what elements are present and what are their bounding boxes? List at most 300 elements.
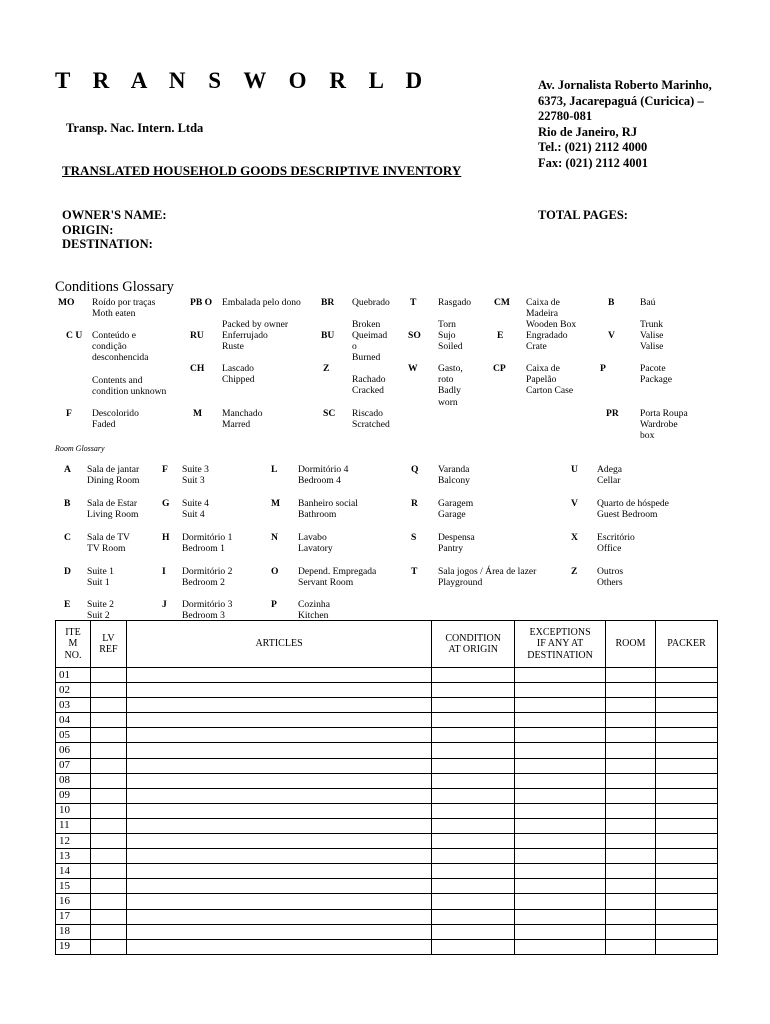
table-cell[interactable] bbox=[90, 743, 126, 758]
room-description bbox=[87, 566, 114, 588]
condition-code: E bbox=[497, 330, 504, 341]
table-cell[interactable] bbox=[606, 849, 656, 864]
table-cell[interactable] bbox=[90, 728, 126, 743]
room-description bbox=[438, 498, 473, 520]
room-line: Outros bbox=[597, 566, 624, 577]
table-cell[interactable] bbox=[126, 864, 431, 879]
table-cell[interactable] bbox=[515, 894, 606, 909]
condition-line: Riscado bbox=[352, 408, 383, 419]
table-cell[interactable] bbox=[90, 683, 126, 698]
item-number: 09 bbox=[56, 788, 91, 803]
room-line: Cozinha bbox=[298, 599, 330, 610]
condition-line: Wooden Box bbox=[526, 319, 577, 331]
table-cell[interactable] bbox=[515, 698, 606, 713]
column-header: ROOM bbox=[606, 621, 656, 668]
condition-line: Moth eaten bbox=[92, 308, 136, 320]
table-cell[interactable] bbox=[606, 728, 656, 743]
item-number: 07 bbox=[56, 758, 91, 773]
room-description bbox=[87, 464, 140, 486]
table-cell[interactable] bbox=[606, 909, 656, 924]
table-cell[interactable] bbox=[90, 818, 126, 833]
table-cell[interactable] bbox=[656, 864, 718, 879]
room-description bbox=[87, 599, 114, 621]
room-line: Dormitório 2 bbox=[182, 566, 233, 577]
table-cell[interactable] bbox=[432, 834, 515, 849]
table-row bbox=[56, 849, 718, 864]
table-cell[interactable] bbox=[515, 939, 606, 954]
condition-description bbox=[92, 408, 139, 430]
address-line: Rio de Janeiro, RJ bbox=[538, 124, 638, 139]
table-row bbox=[56, 939, 718, 954]
room-description bbox=[182, 566, 232, 588]
table-cell[interactable] bbox=[515, 728, 606, 743]
table-cell[interactable] bbox=[126, 668, 431, 683]
table-cell[interactable] bbox=[126, 849, 431, 864]
item-number: 15 bbox=[56, 879, 91, 894]
table-cell[interactable] bbox=[606, 834, 656, 849]
table-cell[interactable] bbox=[515, 683, 606, 698]
room-line: Adega bbox=[597, 464, 623, 475]
item-number: 19 bbox=[56, 939, 91, 954]
room-line: Bedroom 2 bbox=[182, 577, 225, 589]
condition-line: Package bbox=[640, 374, 672, 386]
condition-description bbox=[438, 330, 463, 352]
condition-description bbox=[222, 330, 268, 352]
room-line: Varanda bbox=[438, 464, 470, 475]
room-line: Kitchen bbox=[298, 610, 329, 622]
room-code: O bbox=[271, 566, 279, 577]
item-number: 14 bbox=[56, 864, 91, 879]
condition-line: Enferrujado bbox=[222, 330, 268, 341]
table-cell[interactable] bbox=[656, 683, 718, 698]
condition-line: Porta Roupa bbox=[640, 408, 688, 419]
condition-line: Baú bbox=[640, 297, 656, 308]
table-cell[interactable] bbox=[606, 818, 656, 833]
room-line: Suit 3 bbox=[182, 475, 205, 487]
table-cell[interactable] bbox=[515, 803, 606, 818]
room-code: J bbox=[162, 599, 167, 610]
table-cell[interactable] bbox=[515, 879, 606, 894]
table-cell[interactable] bbox=[126, 773, 431, 788]
condition-line: Trunk bbox=[640, 319, 664, 331]
room-description bbox=[182, 599, 232, 621]
condition-description bbox=[640, 363, 672, 385]
table-cell[interactable] bbox=[656, 728, 718, 743]
table-cell[interactable] bbox=[432, 743, 515, 758]
condition-code: PB O bbox=[190, 297, 213, 308]
table-row bbox=[56, 924, 718, 939]
condition-code: T bbox=[410, 297, 417, 308]
room-line: Bedroom 1 bbox=[182, 543, 225, 555]
condition-line: Caixa de bbox=[526, 297, 560, 308]
company-address bbox=[538, 78, 738, 171]
room-description bbox=[298, 566, 376, 588]
condition-description bbox=[352, 330, 387, 364]
condition-code: MO bbox=[58, 297, 75, 308]
origin-label: ORIGIN: bbox=[62, 222, 114, 237]
table-cell[interactable] bbox=[656, 818, 718, 833]
item-number: 02 bbox=[56, 683, 91, 698]
room-code: B bbox=[64, 498, 71, 509]
table-row bbox=[56, 683, 718, 698]
condition-description bbox=[640, 330, 663, 352]
table-cell[interactable] bbox=[656, 713, 718, 728]
condition-description bbox=[222, 408, 263, 430]
room-description bbox=[298, 498, 358, 520]
table-cell[interactable] bbox=[656, 743, 718, 758]
table-cell[interactable] bbox=[606, 668, 656, 683]
table-cell[interactable] bbox=[90, 879, 126, 894]
room-description bbox=[182, 498, 209, 520]
condition-line: Papelão bbox=[526, 374, 557, 386]
company-subtitle: Transp. Nac. Intern. Ltda bbox=[66, 121, 204, 135]
condition-line: box bbox=[640, 430, 655, 442]
table-cell[interactable] bbox=[432, 668, 515, 683]
item-number: 12 bbox=[56, 834, 91, 849]
table-cell[interactable] bbox=[515, 773, 606, 788]
table-row bbox=[56, 834, 718, 849]
room-code: G bbox=[162, 498, 170, 509]
table-cell[interactable] bbox=[126, 698, 431, 713]
table-cell[interactable] bbox=[606, 864, 656, 879]
table-cell[interactable] bbox=[515, 909, 606, 924]
condition-line bbox=[640, 308, 663, 319]
table-cell[interactable] bbox=[432, 698, 515, 713]
table-cell[interactable] bbox=[432, 864, 515, 879]
condition-description bbox=[640, 297, 663, 331]
table-cell[interactable] bbox=[432, 728, 515, 743]
item-number: 16 bbox=[56, 894, 91, 909]
table-cell[interactable] bbox=[432, 683, 515, 698]
table-cell[interactable] bbox=[656, 698, 718, 713]
room-line: Lavabo bbox=[298, 532, 327, 543]
table-cell[interactable] bbox=[606, 758, 656, 773]
table-cell[interactable] bbox=[90, 803, 126, 818]
room-line: Suite 1 bbox=[87, 566, 114, 577]
table-cell[interactable] bbox=[515, 924, 606, 939]
room-line: Bathroom bbox=[298, 509, 337, 521]
condition-description bbox=[352, 297, 390, 331]
table-cell[interactable] bbox=[515, 758, 606, 773]
table-cell[interactable] bbox=[126, 803, 431, 818]
condition-line: condição bbox=[92, 341, 127, 353]
table-cell[interactable] bbox=[432, 773, 515, 788]
room-description bbox=[438, 532, 475, 554]
item-number: 13 bbox=[56, 849, 91, 864]
room-description bbox=[438, 566, 536, 588]
table-cell[interactable] bbox=[515, 864, 606, 879]
table-cell[interactable] bbox=[90, 834, 126, 849]
table-cell[interactable] bbox=[656, 909, 718, 924]
condition-line: o bbox=[352, 341, 357, 353]
condition-code: V bbox=[608, 330, 615, 341]
condition-description bbox=[526, 297, 576, 331]
table-row bbox=[56, 668, 718, 683]
room-line: Suite 2 bbox=[87, 599, 114, 610]
room-code: Z bbox=[571, 566, 578, 577]
table-cell[interactable] bbox=[90, 668, 126, 683]
condition-line: Carton Case bbox=[526, 385, 574, 397]
table-header-row bbox=[56, 621, 718, 668]
table-cell[interactable] bbox=[90, 773, 126, 788]
table-cell[interactable] bbox=[606, 698, 656, 713]
room-line: Garagem bbox=[438, 498, 474, 509]
condition-line: desconhencida bbox=[92, 352, 149, 364]
condition-code: M bbox=[193, 408, 203, 419]
condition-code: CP bbox=[493, 363, 506, 374]
room-description bbox=[597, 498, 669, 520]
table-row bbox=[56, 864, 718, 879]
table-row bbox=[56, 879, 718, 894]
table-cell[interactable] bbox=[126, 758, 431, 773]
condition-description bbox=[92, 330, 166, 397]
condition-line: Wardrobe bbox=[640, 419, 678, 431]
room-code: X bbox=[571, 532, 578, 543]
room-line: Suit 1 bbox=[87, 577, 110, 589]
room-line: Banheiro social bbox=[298, 498, 358, 509]
condition-line: Madeira bbox=[526, 308, 558, 320]
table-cell[interactable] bbox=[606, 683, 656, 698]
room-line: Pantry bbox=[438, 543, 464, 555]
table-cell[interactable] bbox=[126, 788, 431, 803]
room-code: P bbox=[271, 599, 277, 610]
column-header: ARTICLES bbox=[126, 621, 431, 668]
room-description bbox=[597, 464, 622, 486]
condition-code: C U bbox=[66, 330, 83, 341]
condition-line: Torn bbox=[438, 319, 456, 331]
room-line: Escritório bbox=[597, 532, 635, 543]
conditions-glossary-title: Conditions Glossary bbox=[55, 279, 174, 295]
room-line: Suit 2 bbox=[87, 610, 110, 622]
table-cell[interactable] bbox=[432, 849, 515, 864]
table-cell[interactable] bbox=[656, 668, 718, 683]
room-description bbox=[298, 532, 333, 554]
table-cell[interactable] bbox=[656, 758, 718, 773]
room-line: Sala de jantar bbox=[87, 464, 140, 475]
table-cell[interactable] bbox=[126, 818, 431, 833]
condition-line: Roído por traças bbox=[92, 297, 156, 308]
condition-line: Queimad bbox=[352, 330, 388, 341]
room-code: L bbox=[271, 464, 278, 475]
condition-line: Soiled bbox=[438, 341, 463, 353]
table-cell[interactable] bbox=[126, 894, 431, 909]
table-cell[interactable] bbox=[90, 698, 126, 713]
room-code: F bbox=[162, 464, 168, 475]
table-row bbox=[56, 758, 718, 773]
room-line: Balcony bbox=[438, 475, 470, 487]
table-cell[interactable] bbox=[432, 713, 515, 728]
table-cell[interactable] bbox=[90, 909, 126, 924]
condition-line: Crate bbox=[526, 341, 547, 353]
table-cell[interactable] bbox=[656, 939, 718, 954]
table-cell[interactable] bbox=[656, 803, 718, 818]
table-row bbox=[56, 788, 718, 803]
column-header: CONDITION AT ORIGIN bbox=[432, 621, 515, 668]
table-cell[interactable] bbox=[432, 818, 515, 833]
room-description bbox=[87, 532, 130, 554]
table-cell[interactable] bbox=[606, 788, 656, 803]
table-row bbox=[56, 713, 718, 728]
condition-line: Cracked bbox=[352, 385, 384, 397]
table-cell[interactable] bbox=[126, 834, 431, 849]
condition-line: Faded bbox=[92, 419, 116, 431]
table-cell[interactable] bbox=[606, 924, 656, 939]
room-line: Living Room bbox=[87, 509, 139, 521]
condition-line: Valise bbox=[640, 341, 664, 353]
condition-line: Lascado bbox=[222, 363, 254, 374]
condition-line: Packed by owner bbox=[222, 319, 289, 331]
condition-code: PR bbox=[606, 408, 619, 419]
table-cell[interactable] bbox=[432, 879, 515, 894]
condition-code: SC bbox=[323, 408, 336, 419]
room-line: Servant Room bbox=[298, 577, 354, 589]
table-cell[interactable] bbox=[126, 939, 431, 954]
total-pages-label: TOTAL PAGES: bbox=[538, 208, 628, 222]
condition-line: Sujo bbox=[438, 330, 456, 341]
room-line: Sala de Estar bbox=[87, 498, 138, 509]
table-cell[interactable] bbox=[606, 713, 656, 728]
condition-line bbox=[352, 308, 390, 319]
table-cell[interactable] bbox=[126, 924, 431, 939]
condition-code: CH bbox=[190, 363, 205, 374]
table-cell[interactable] bbox=[515, 713, 606, 728]
table-cell[interactable] bbox=[515, 849, 606, 864]
table-cell[interactable] bbox=[90, 849, 126, 864]
table-cell[interactable] bbox=[432, 924, 515, 939]
table-cell[interactable] bbox=[90, 894, 126, 909]
table-cell[interactable] bbox=[606, 879, 656, 894]
table-cell[interactable] bbox=[515, 668, 606, 683]
table-cell[interactable] bbox=[656, 894, 718, 909]
room-line: Dining Room bbox=[87, 475, 140, 487]
table-cell[interactable] bbox=[126, 728, 431, 743]
condition-line: Valise bbox=[640, 330, 664, 341]
room-line: Guest Bedroom bbox=[597, 509, 658, 521]
room-glossary-title: Room Glossary bbox=[55, 444, 105, 453]
room-code: V bbox=[571, 498, 578, 509]
table-row bbox=[56, 803, 718, 818]
table-cell[interactable] bbox=[90, 713, 126, 728]
room-code: R bbox=[411, 498, 418, 509]
condition-code: W bbox=[408, 363, 418, 374]
column-header: ITE M NO. bbox=[56, 621, 91, 668]
condition-line: condition unknown bbox=[92, 386, 167, 398]
room-line: Suite 3 bbox=[182, 464, 209, 475]
table-cell[interactable] bbox=[656, 924, 718, 939]
table-cell[interactable] bbox=[656, 879, 718, 894]
condition-line: Quebrado bbox=[352, 297, 390, 308]
condition-code: RU bbox=[190, 330, 204, 341]
column-header: PACKER bbox=[656, 621, 718, 668]
room-line: Sala jogos / Área de lazer bbox=[438, 566, 537, 577]
table-cell[interactable] bbox=[90, 758, 126, 773]
table-cell[interactable] bbox=[126, 713, 431, 728]
owner-name-label: OWNER'S NAME: bbox=[62, 208, 167, 222]
table-cell[interactable] bbox=[656, 788, 718, 803]
room-line: Depend. Empregada bbox=[298, 566, 377, 577]
table-cell[interactable] bbox=[90, 864, 126, 879]
condition-line: Contents and bbox=[92, 374, 143, 386]
table-cell[interactable] bbox=[90, 788, 126, 803]
table-cell[interactable] bbox=[126, 743, 431, 758]
table-cell[interactable] bbox=[432, 939, 515, 954]
condition-line bbox=[438, 308, 471, 319]
address-line: Tel.: (021) 2112 4000 bbox=[538, 140, 648, 154]
condition-code: F bbox=[66, 408, 72, 419]
table-cell[interactable] bbox=[515, 834, 606, 849]
table-row bbox=[56, 894, 718, 909]
table-cell[interactable] bbox=[606, 894, 656, 909]
room-line: Sala de TV bbox=[87, 532, 130, 543]
room-code: D bbox=[64, 566, 71, 577]
condition-line: Gasto, bbox=[438, 363, 463, 374]
item-number: 11 bbox=[56, 818, 91, 833]
room-code: S bbox=[411, 532, 417, 543]
room-line: Dormitório 3 bbox=[182, 599, 233, 610]
room-line: TV Room bbox=[87, 543, 126, 555]
room-description bbox=[597, 532, 635, 554]
destination-label: DESTINATION: bbox=[62, 237, 153, 251]
room-code: C bbox=[64, 532, 71, 543]
owner-block bbox=[62, 208, 167, 252]
table-cell[interactable] bbox=[515, 818, 606, 833]
condition-code: BR bbox=[321, 297, 335, 308]
table-cell[interactable] bbox=[432, 758, 515, 773]
room-line: Playground bbox=[438, 577, 483, 589]
condition-line: Rasgado bbox=[438, 297, 472, 308]
table-cell[interactable] bbox=[656, 773, 718, 788]
condition-code: CM bbox=[494, 297, 510, 308]
condition-line: Scratched bbox=[352, 419, 390, 431]
table-cell[interactable] bbox=[656, 849, 718, 864]
table-cell[interactable] bbox=[126, 683, 431, 698]
room-line: Quarto de hóspede bbox=[597, 498, 669, 509]
table-cell[interactable] bbox=[515, 788, 606, 803]
room-description bbox=[438, 464, 470, 486]
table-cell[interactable] bbox=[126, 909, 431, 924]
table-cell[interactable] bbox=[90, 924, 126, 939]
table-row bbox=[56, 728, 718, 743]
condition-line: Engradado bbox=[526, 330, 568, 341]
table-cell[interactable] bbox=[90, 939, 126, 954]
table-cell[interactable] bbox=[432, 788, 515, 803]
table-cell[interactable] bbox=[432, 909, 515, 924]
condition-line: roto bbox=[438, 374, 454, 386]
column-header: LV REF bbox=[90, 621, 126, 668]
table-cell[interactable] bbox=[606, 743, 656, 758]
table-cell[interactable] bbox=[606, 773, 656, 788]
table-cell[interactable] bbox=[432, 894, 515, 909]
condition-description bbox=[526, 330, 568, 352]
table-cell[interactable] bbox=[606, 939, 656, 954]
item-number: 18 bbox=[56, 924, 91, 939]
table-row bbox=[56, 909, 718, 924]
table-cell[interactable] bbox=[126, 879, 431, 894]
address-line: Fax: (021) 2112 4001 bbox=[538, 155, 649, 170]
item-number: 17 bbox=[56, 909, 91, 924]
condition-line: Rachado bbox=[352, 374, 386, 386]
table-cell[interactable] bbox=[656, 834, 718, 849]
item-number: 01 bbox=[56, 668, 91, 683]
table-cell[interactable] bbox=[606, 803, 656, 818]
room-line: Bedroom 3 bbox=[182, 610, 225, 622]
condition-line: Burned bbox=[352, 352, 381, 364]
condition-line: Conteúdo e bbox=[92, 330, 136, 341]
table-cell[interactable] bbox=[432, 803, 515, 818]
table-cell[interactable] bbox=[515, 743, 606, 758]
table-row bbox=[56, 773, 718, 788]
condition-code: BU bbox=[321, 330, 335, 341]
